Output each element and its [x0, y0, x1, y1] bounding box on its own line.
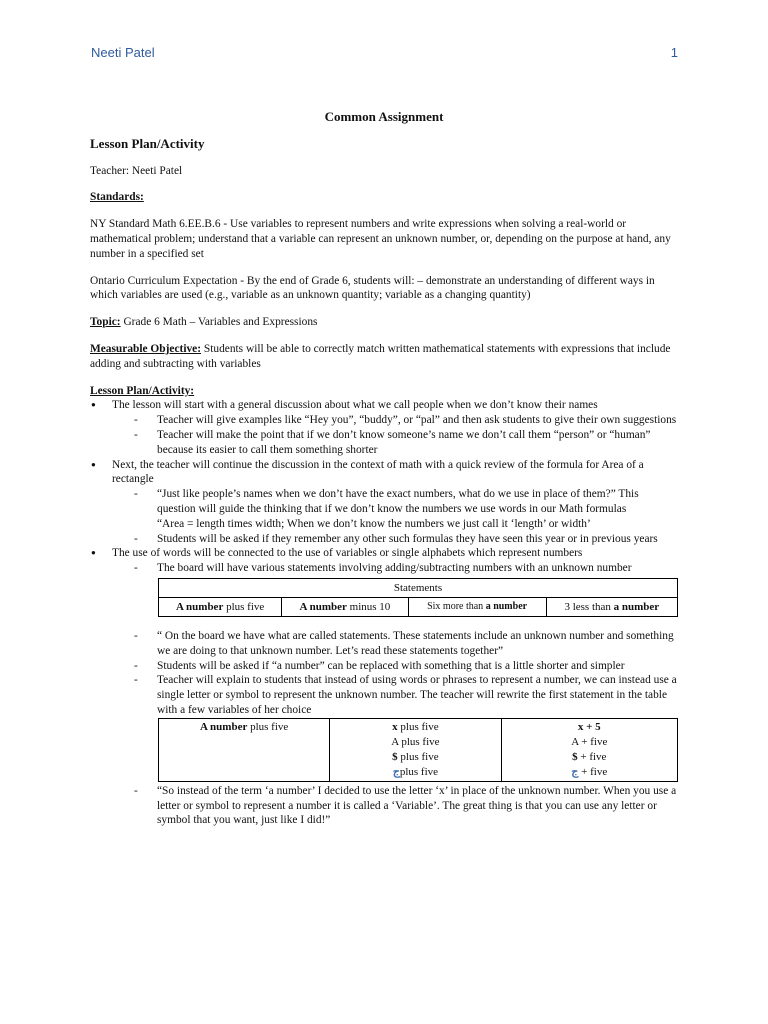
table-cell	[408, 597, 546, 616]
topic-label: Topic:	[90, 316, 121, 329]
list-item	[90, 398, 678, 457]
dollar-symbol: $	[572, 750, 578, 763]
document-title: Common Assignment	[324, 109, 444, 124]
header-author: Neeti Patel	[91, 45, 155, 60]
teacher-line: Teacher: Neeti Patel	[90, 164, 183, 177]
activity-label: Lesson Plan/Activity:	[90, 384, 195, 397]
cell-text: plus five	[247, 720, 289, 733]
standard-ny: NY Standard Math 6.EE.B.6 - Use variables to represent numbers and write expressions when solving a real-world or mathematical problem; understand that a variable can represent an unknown number, or, depending on the purpose at hand, any number in a specified set	[90, 218, 671, 260]
sub-list	[112, 487, 678, 546]
cell-text: plus five	[399, 765, 439, 778]
activity-heading	[90, 384, 678, 399]
variable-x: x	[392, 720, 398, 733]
cell-text: plus five	[223, 600, 265, 613]
cell-text: Six more than	[427, 600, 486, 612]
dollar-symbol: $	[392, 750, 398, 763]
table-row	[159, 597, 678, 616]
list-item: - Teacher will give examples like “Hey you”, “buddy”, or “pal” and then ask students to give their own suggestions	[157, 413, 678, 428]
cell-text: 3 less than	[564, 600, 614, 613]
topic-line	[90, 315, 678, 330]
list-item	[157, 673, 678, 781]
standards-label: Standards:	[90, 191, 144, 204]
cell-line: A + five	[571, 735, 608, 748]
cell-bold: a number	[485, 600, 528, 612]
arabic-letter-symbol: ج	[571, 765, 579, 778]
sub-item-text: Teacher will explain to students that instead of using words or phrases to represent a number, we can instead use a single letter or symbol to represent the unknown number. The teacher will rewrite the first statement in the table with a few variables of her choice	[157, 674, 677, 716]
objective-text: Students will be able to correctly match written mathematical statements with expressions that include adding and subtracting with variables	[90, 342, 671, 370]
statements-table	[158, 578, 678, 617]
topic-text: Grade 6 Math – Variables and Expressions	[120, 316, 318, 329]
sub-item-text: The board will have various statements involving adding/subtracting numbers with an unknown number	[157, 562, 632, 575]
list-item: - Teacher will make the point that if we don’t know someone’s name we don’t call them “person” or “human” because its easier to call them something shorter	[157, 428, 678, 458]
sub-list	[112, 413, 678, 457]
section-heading: Lesson Plan/Activity	[90, 135, 205, 151]
variables-table	[158, 718, 678, 782]
bullet-text: The lesson will start with a general discussion about what we call people when we don’t know their names	[112, 399, 598, 412]
bullet-text: The use of words will be connected to the use of variables or single alphabets which represent numbers	[112, 547, 583, 560]
table-row	[159, 718, 678, 781]
formula-line: “Area = length times width; When we don’t know the numbers we just call it ‘length’ or width’	[157, 517, 591, 530]
cell-text: minus 10	[346, 600, 391, 613]
list-item	[157, 561, 678, 617]
document-body	[90, 110, 678, 828]
cell-bold: A number	[199, 720, 248, 733]
objective-line	[90, 342, 678, 372]
cell-line	[334, 765, 496, 780]
sub-list	[112, 561, 678, 828]
table-cell	[159, 597, 282, 616]
list-item	[90, 546, 678, 828]
list-item: - Students will be asked if they remember any other such formulas they have seen this year or in previous years	[157, 532, 678, 547]
list-item: - “ On the board we have what are called statements. These statements include an unknown number and something we are doing to that unknown number. Let’s read these statements together”	[157, 629, 678, 659]
cell-text: plus five	[397, 720, 439, 733]
list-item: - “So instead of the term ‘a number’ I decided to use the letter ‘x’ in place of the unknown number. When you use a letter or symbol to represent a number it is called a ‘Variable’. The great thing is that you can use any letter or symbol that you want, just like I did!”	[157, 784, 678, 828]
standards-heading	[90, 190, 678, 205]
cell-text: + five	[578, 765, 608, 778]
list-item	[157, 487, 678, 531]
table-cell	[501, 718, 677, 781]
cell-bold: a number	[613, 600, 660, 613]
cell-line: A plus five	[391, 735, 440, 748]
cell-line	[334, 750, 496, 765]
arabic-letter-symbol: ج	[392, 765, 400, 778]
list-item: - Students will be asked if “a number” can be replaced with something that is a little shorter and simpler	[157, 659, 678, 674]
cell-line	[506, 750, 673, 765]
table-cell	[159, 718, 330, 781]
table-cell	[330, 718, 501, 781]
bullet-text: Next, the teacher will continue the discussion in the context of math with a quick review of the formula for Area of a rectangle	[112, 458, 644, 486]
table-header-cell: Statements	[159, 578, 678, 597]
activity-list	[90, 398, 678, 828]
table-cell	[546, 597, 677, 616]
cell-text: plus five	[397, 750, 439, 763]
sub-item-text: “Just like people’s names when we don’t have the exact numbers, what do we use in place of them?” This question will guide the thinking that if we don’t know the numbers we use words in our Math formulas	[157, 488, 639, 515]
objective-label: Measurable Objective:	[90, 342, 202, 355]
cell-bold: A number	[175, 600, 224, 613]
list-item	[90, 458, 678, 547]
cell-text: + five	[577, 750, 607, 763]
standard-ontario: Ontario Curriculum Expectation - By the end of Grade 6, students will: – demonstrate an understanding of different ways in which variables are used (e.g., variable as an unknown quantity; variable as a changing quantity)	[90, 274, 655, 302]
cell-bold: A number	[299, 600, 347, 613]
cell-line	[506, 765, 673, 780]
cell-line: x + 5	[577, 720, 601, 733]
table-cell	[282, 597, 408, 616]
cell-line	[334, 720, 496, 735]
page-number: 1	[670, 45, 678, 60]
